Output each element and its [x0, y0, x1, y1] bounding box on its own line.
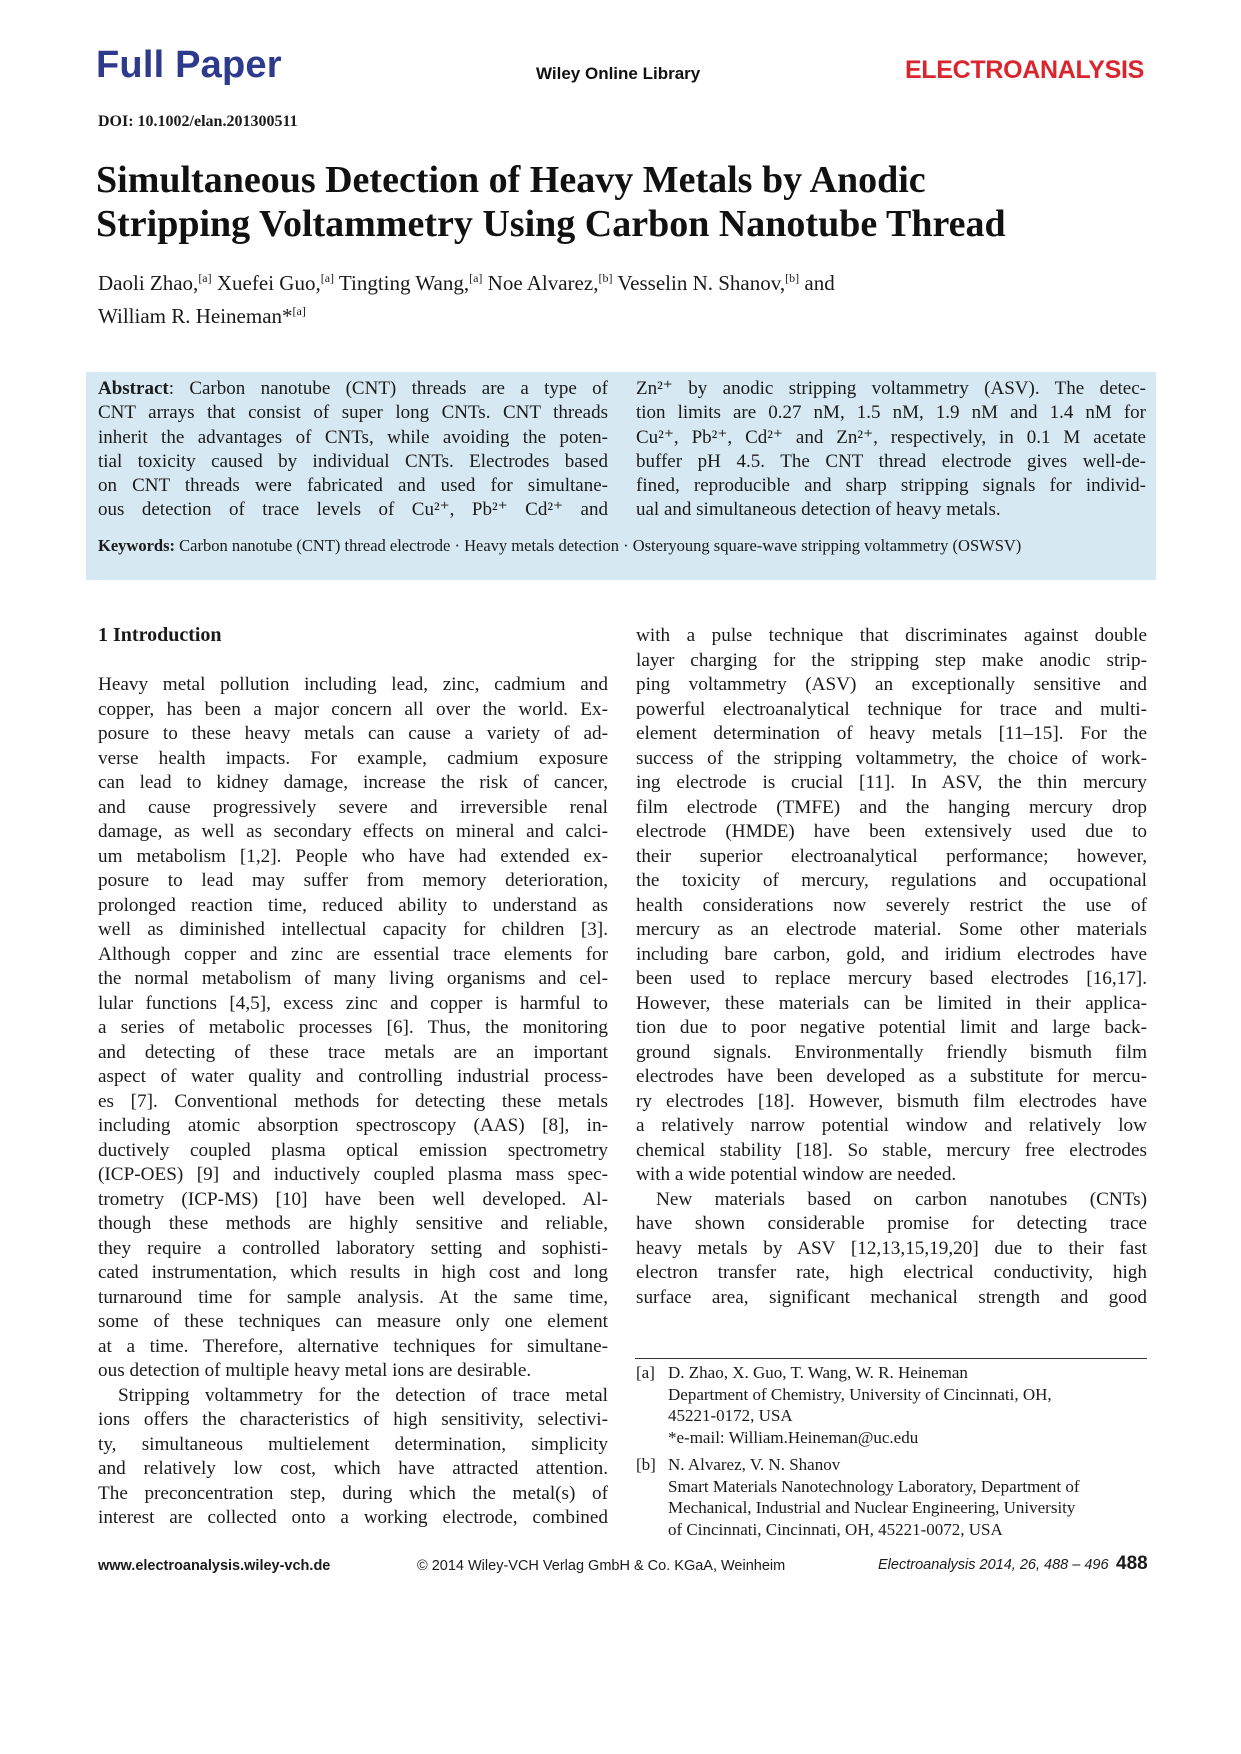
- affiliation-tag: [b]: [636, 1455, 656, 1474]
- abstract-label: Abstract: [98, 378, 169, 399]
- body-text-line: and relatively low cost, which have attracted attention.: [98, 1458, 608, 1479]
- body-text-line: However, these materials can be limited in their applica-: [636, 992, 1147, 1014]
- body-text-line: heavy metals by ASV [12,13,15,19,20] due to their fast: [636, 1237, 1147, 1259]
- body-text-line: though these methods are highly sensitive and reliable,: [98, 1213, 608, 1234]
- affiliation-line: D. Zhao, X. Guo, T. Wang, W. R. Heineman: [668, 1363, 968, 1382]
- body-text-line: ground signals. Environmentally friendly bismuth film: [636, 1041, 1147, 1063]
- paper-title: [96, 158, 1146, 246]
- abstract-text: ous detection of trace levels of Cu²⁺, Pb²⁺ Cd²⁺ and: [98, 499, 608, 521]
- body-text-line: including atomic absorption spectroscopy (AAS) [8], in-: [98, 1115, 608, 1136]
- body-text-line: some of these techniques can measure only one element: [98, 1311, 608, 1332]
- wiley-online-library-label: Wiley Online Library: [536, 64, 701, 83]
- body-text-line: the normal metabolism of many living organisms and cel-: [98, 968, 608, 989]
- abstract-text: tial toxicity caused by individual CNTs. Electrodes based: [98, 450, 608, 472]
- body-text-line: surface area, significant mechanical strength and good: [636, 1286, 1147, 1308]
- body-text-line: ping voltammetry (ASV) an exceptionally sensitive and: [636, 674, 1147, 695]
- body-text-line: aspect of water quality and controlling industrial process-: [98, 1066, 608, 1087]
- body-text-line: damage, as well as secondary effects on mineral and calci-: [98, 821, 608, 842]
- author-affiliation-mark: [b]: [598, 271, 613, 285]
- body-text-line: powerful electroanalytical technique for trace and multi-: [636, 698, 1147, 720]
- body-text-line: tion due to poor negative potential limit and large back-: [636, 1017, 1147, 1038]
- abstract-left-column: [98, 377, 608, 523]
- author-name: Noe Alvarez,: [482, 271, 599, 295]
- citation-journal: Electroanalysis: [878, 1557, 976, 1573]
- citation-details: 2014, 26, 488 – 496: [975, 1557, 1109, 1573]
- keywords-label: Keywords:: [98, 536, 175, 555]
- author-affiliation-mark: [a]: [469, 271, 483, 285]
- author-affiliation-mark: [a]: [292, 304, 306, 318]
- abstract-text: inherit the advantages of CNTs, while avoiding the poten-: [98, 426, 608, 448]
- footnote-rule: [635, 1358, 1147, 1359]
- body-text-line: success of the stripping voltammetry, the choice of work-: [636, 747, 1147, 769]
- author-line: [98, 297, 1138, 330]
- author-line: [98, 264, 1138, 297]
- body-text-line: copper, has been a major concern all over the world. Ex-: [98, 698, 608, 720]
- body-text-line: layer charging for the stripping step make anodic strip-: [636, 649, 1147, 671]
- body-text-line: turnaround time for sample analysis. At the same time,: [98, 1286, 608, 1308]
- abstract-text: buffer pH 4.5. The CNT thread electrode gives well-de-: [636, 450, 1146, 472]
- body-text-line: verse health impacts. For example, cadmium exposure: [98, 747, 608, 769]
- body-text-line: ing electrode is crucial [11]. In ASV, the thin mercury: [636, 772, 1147, 793]
- body-text-line: posure to these heavy metals can cause a variety of ad-: [98, 723, 608, 744]
- body-text-line: Although copper and zinc are essential trace elements for: [98, 943, 608, 965]
- page-number: 488: [1116, 1553, 1148, 1574]
- body-text-line: a series of metabolic processes [6]. Thus, the monitoring: [98, 1017, 608, 1038]
- author-name: Daoli Zhao,: [98, 271, 199, 295]
- body-text-line: ry electrodes [18]. However, bismuth film electrodes have: [636, 1090, 1147, 1112]
- keywords-text: Carbon nanotube (CNT) thread electrode · Heavy metals detection · Osteryoung square-wave stripping voltammetry (OSWSV): [175, 536, 1022, 555]
- abstract-text: tion limits are 0.27 nM, 1.5 nM, 1.9 nM and 1.4 nM for: [636, 402, 1146, 424]
- body-text-line: including bare carbon, gold, and iridium electrodes have: [636, 943, 1147, 965]
- body-text-line: they require a controlled laboratory setting and sophisti-: [98, 1237, 608, 1259]
- body-text-line: their superior electroanalytical performance; however,: [636, 845, 1147, 867]
- body-text-line: health considerations now severely restrict the use of: [636, 894, 1147, 916]
- affiliation-line: Smart Materials Nanotechnology Laboratory, Department of: [668, 1476, 1080, 1496]
- abstract-text: fined, reproducible and sharp stripping signals for individ-: [636, 475, 1146, 497]
- body-right-column: [636, 624, 1147, 1310]
- author-name: and: [799, 271, 835, 295]
- body-text-line: ductively coupled plasma optical emission spectrometry: [98, 1139, 608, 1161]
- affiliation-line: Mechanical, Industrial and Nuclear Engineering, University: [668, 1498, 1076, 1517]
- body-text-line: film electrode (TMFE) and the hanging mercury drop: [636, 796, 1147, 818]
- body-text-line: electrode (HMDE) have been extensively used due to: [636, 821, 1147, 842]
- full-paper-label: Full Paper: [96, 44, 282, 86]
- author-name: Tingting Wang,: [334, 271, 470, 295]
- body-text-line: chemical stability [18]. So stable, mercury free electrodes: [636, 1139, 1147, 1161]
- body-text-line: (ICP-OES) [9] and inductively coupled plasma mass spec-: [98, 1164, 608, 1185]
- body-text-line: ions offers the characteristics of high sensitivity, selectivi-: [98, 1409, 608, 1430]
- author-name: Vesselin N. Shanov,: [612, 271, 786, 295]
- body-text-line: can lead to kidney damage, increase the risk of cancer,: [98, 772, 608, 793]
- body-text-line: the toxicity of mercury, regulations and occupational: [636, 870, 1147, 891]
- body-text-line: ous detection of multiple heavy metal ions are desirable.: [98, 1360, 532, 1381]
- body-text-line: trometry (ICP-MS) [10] have been well developed. Al-: [98, 1188, 608, 1210]
- body-text-line: and cause progressively severe and irreversible renal: [98, 796, 608, 818]
- abstract-text: Cu²⁺, Pb²⁺, Cd²⁺ and Zn²⁺, respectively, in 0.1 M acetate: [636, 426, 1146, 448]
- abstract-text: on CNT threads were fabricated and used for simultane-: [98, 475, 608, 497]
- journal-website: www.electroanalysis.wiley-vch.de: [98, 1558, 331, 1574]
- body-text-line: mercury as an electrode material. Some other materials: [636, 919, 1147, 940]
- body-left-column: [98, 673, 608, 1531]
- body-text-line: ty, simultaneous multielement determination, simplicity: [98, 1433, 608, 1455]
- title-line: Stripping Voltammetry Using Carbon Nanotube Thread: [96, 203, 1006, 245]
- abstract-text: ual and simultaneous detection of heavy metals.: [636, 499, 1001, 521]
- body-text-line: been used to replace mercury based electrodes [16,17].: [636, 968, 1147, 989]
- body-text-line: interest are collected onto a working electrode, combined: [98, 1507, 608, 1528]
- affiliation-line: N. Alvarez, V. N. Shanov: [668, 1455, 841, 1474]
- body-text-line: prolonged reaction time, reduced ability to understand as: [98, 894, 608, 916]
- affiliation-b: [636, 1454, 1148, 1540]
- body-text-line: with a wide potential window are needed.: [636, 1164, 957, 1185]
- body-text-line: at a time. Therefore, alternative techniques for simultane-: [98, 1335, 608, 1357]
- affiliation-a: [636, 1362, 1148, 1448]
- abstract-text: CNT arrays that consist of super long CNTs. CNT threads: [98, 402, 608, 424]
- section-heading: 1 Introduction: [98, 624, 222, 646]
- abstract-text: Zn²⁺ by anodic stripping voltammetry (ASV). The detec-: [636, 378, 1146, 399]
- affiliation-line: Department of Chemistry, University of Cincinnati, OH,: [668, 1384, 1052, 1404]
- body-text-line: lular functions [4,5], excess zinc and copper is harmful to: [98, 992, 608, 1014]
- body-text-line: The preconcentration step, during which the metal(s) of: [98, 1482, 608, 1504]
- body-text-line: have shown considerable promise for detecting trace: [636, 1213, 1147, 1234]
- abstract-text: : Carbon nanotube (CNT) threads are a type of: [168, 378, 608, 399]
- body-text-line: cated instrumentation, which results in high cost and long: [98, 1262, 608, 1283]
- affiliation-line: of Cincinnati, Cincinnati, OH, 45221-0072, USA: [668, 1519, 1003, 1539]
- body-text-line: es [7]. Conventional methods for detecting these metals: [98, 1090, 608, 1112]
- author-affiliation-mark: [b]: [785, 271, 800, 285]
- corresponding-email: *e-mail: William.Heineman@uc.edu: [668, 1427, 919, 1447]
- body-text-line: New materials based on carbon nanotubes (CNTs): [656, 1188, 1147, 1210]
- body-text-line: um metabolism [1,2]. People who have had extended ex-: [98, 845, 608, 867]
- citation: [878, 1557, 1109, 1573]
- author-list: [98, 264, 1138, 330]
- author-affiliation-mark: [a]: [198, 271, 212, 285]
- abstract-right-column: [636, 377, 1146, 523]
- body-text-line: Stripping voltammetry for the detection of trace metal: [118, 1384, 608, 1406]
- title-line: Simultaneous Detection of Heavy Metals by Anodic: [96, 159, 926, 201]
- doi: DOI: 10.1002/elan.201300511: [98, 113, 298, 130]
- body-text-line: with a pulse technique that discriminates against double: [636, 625, 1147, 646]
- body-text-line: element determination of heavy metals [11–15]. For the: [636, 723, 1147, 744]
- author-name: William R. Heineman*: [98, 304, 293, 328]
- author-affiliation-mark: [a]: [320, 271, 335, 285]
- journal-name: ELECTROANALYSIS: [904, 56, 1144, 84]
- body-text-line: electron transfer rate, high electrical conductivity, high: [636, 1262, 1147, 1283]
- body-text-line: a relatively narrow potential window and relatively low: [636, 1115, 1147, 1136]
- affiliation-line: 45221-0172, USA: [668, 1406, 793, 1425]
- body-text-line: Heavy metal pollution including lead, zinc, cadmium and: [98, 674, 608, 695]
- keywords: [98, 536, 1146, 556]
- body-text-line: posure to lead may suffer from memory deterioration,: [98, 870, 608, 891]
- body-text-line: electrodes have been developed as a substitute for mercu-: [636, 1066, 1147, 1087]
- author-name: Xuefei Guo,: [211, 271, 321, 295]
- body-text-line: well as diminished intellectual capacity for children [3].: [98, 919, 608, 940]
- copyright: © 2014 Wiley-VCH Verlag GmbH & Co. KGaA, Weinheim: [417, 1558, 786, 1574]
- affiliation-tag: [a]: [636, 1363, 655, 1382]
- body-text-line: and detecting of these trace metals are an important: [98, 1041, 608, 1063]
